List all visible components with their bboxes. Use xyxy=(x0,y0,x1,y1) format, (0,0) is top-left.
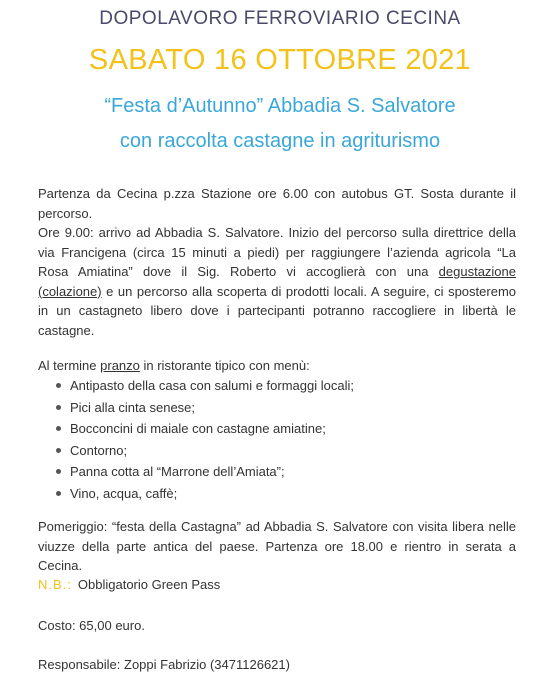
nb-label: N.B.: xyxy=(38,577,72,592)
bullet-icon xyxy=(56,469,61,474)
menu-item-text: Vino, acqua, caffè; xyxy=(70,485,178,501)
departure-text: Partenza da Cecina p.zza Stazione ore 6.00 con autobus GT. Sosta durante il percorso. xyxy=(38,186,516,221)
responsible-text: Responsabile: Zoppi Fabrizio (3471126621) xyxy=(38,657,290,672)
menu-item-text: Pici alla cinta senese; xyxy=(70,399,196,415)
arrival-text-continued: e un percorso alla scoperta di prodotti locali. A seguire, ci sposteremo in un castagneto libero dove i partecipanti potranno raccogliere in libertà le castagne. xyxy=(38,283,516,338)
menu-item-text: Panna cotta al “Marrone dell’Amiata”; xyxy=(70,464,285,479)
lunch-underlined: pranzo xyxy=(100,358,140,373)
bullet-icon xyxy=(56,448,61,453)
itinerary-paragraph xyxy=(38,184,516,340)
list-item xyxy=(56,461,354,483)
list-item xyxy=(56,397,354,419)
lunch-intro-after: in ristorante tipico con menù: xyxy=(139,358,310,373)
bullet-icon xyxy=(56,405,61,410)
lunch-menu-list xyxy=(56,375,354,504)
menu-item-text: Contorno; xyxy=(70,442,128,458)
lunch-intro xyxy=(38,356,516,376)
list-item xyxy=(56,483,354,505)
bullet-icon xyxy=(56,383,61,388)
menu-item-text: Bocconcini di maiale con castagne amiatine; xyxy=(70,421,326,436)
list-item xyxy=(56,418,354,440)
nb-text: Obbligatorio Green Pass xyxy=(77,577,221,592)
event-title-line1: “Festa d’Autunno” Abbadia S. Salvatore xyxy=(104,95,456,117)
nb-note xyxy=(38,577,220,592)
organization-name: DOPOLAVORO FERROVIARIO CECINA xyxy=(99,8,461,29)
event-date: SABATO 16 OTTOBRE 2021 xyxy=(88,44,472,76)
bullet-icon xyxy=(56,491,61,496)
event-title-line2: con raccolta castagne in agriturismo xyxy=(119,130,441,152)
menu-item-text: Antipasto della casa con salumi e formaggi locali; xyxy=(70,378,354,393)
bullet-icon xyxy=(56,426,61,431)
list-item xyxy=(56,375,354,397)
cost-text: Costo: 65,00 euro. xyxy=(38,618,145,633)
arrival-text: Ore 9.00: arrivo ad Abbadia S. Salvatore. Inizio del percorso sulla direttrice della via Francigena (circa 15 minuti a piedi) per raggiungere l’azienda agricola “La Rosa Amiatina” dove il Sig. Roberto vi accoglierà con una xyxy=(38,225,516,279)
list-item xyxy=(56,440,354,462)
lunch-intro-before: Al termine xyxy=(38,358,101,373)
afternoon-paragraph: Pomeriggio: “festa della Castagna” ad Abbadia S. Salvatore con visita libera nelle viuzze della parte antica del paese. Partenza ore 18.00 e rientro in serata a Cecina. xyxy=(38,519,516,573)
tasting-underlined: degustazione (colazione) xyxy=(38,264,516,299)
